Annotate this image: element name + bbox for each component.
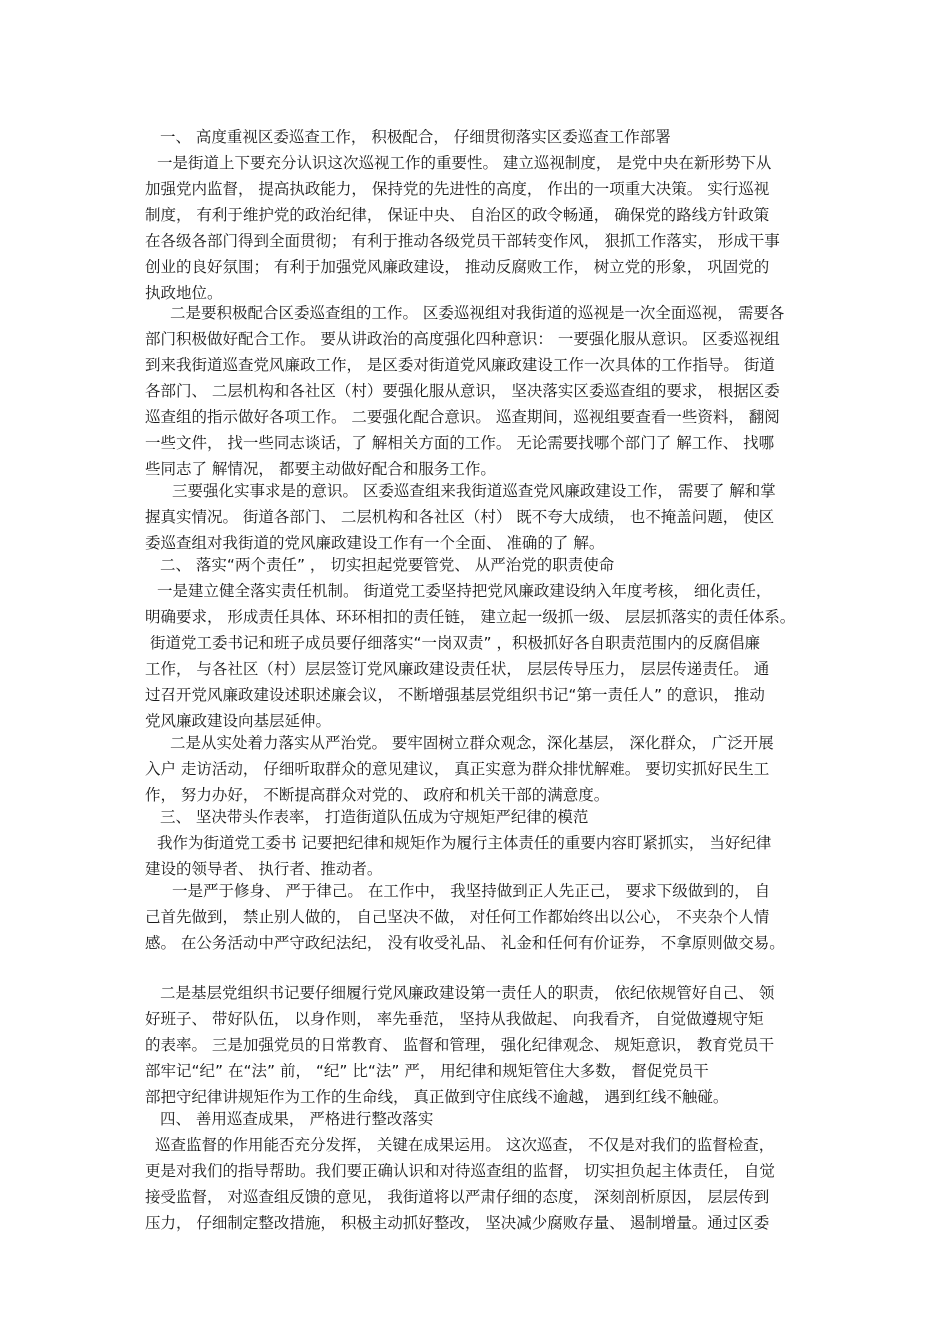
text-line: 工作， 与各社区（村）层层签订党风廉政建设责任状， 层层传导压力， 层层传递责任。 通 bbox=[145, 660, 770, 678]
text-line: 巡查组的指示做好各项工作。 二要强化配合意识。 巡查期间，巡视组要查看一些资料， 翻阅 bbox=[145, 408, 780, 426]
text-line: 好班子、 带好队伍， 以身作则， 率先垂范， 坚持从我做起、 向我看齐， 自觉做遵规守矩 bbox=[145, 1010, 764, 1028]
text-line: 一是街道上下要充分认识这次巡视工作的重要性。 建立巡视制度， 是党中央在新形势下从 bbox=[157, 154, 772, 172]
text-line: 到来我街道巡查党风廉政工作， 是区委对街道党风廉政建设工作一次具体的工作指导。 街道 bbox=[145, 356, 775, 374]
text-line: 的表率。 三是加强党员的日常教育、 监督和管理， 强化纪律观念、 规矩意识， 教育党员干 bbox=[145, 1036, 775, 1054]
text-line: 委巡查组对我街道的党风廉政建设工作有一个全面、 准确的了 解。 bbox=[145, 534, 605, 552]
text-line: 过召开党风廉政建设述职述廉会议， 不断增强基层党组织书记“第一责任人” 的意识， 推动 bbox=[145, 686, 765, 704]
text-line: 创业的良好氛围； 有利于加强党风廉政建设， 推动反腐败工作， 树立党的形象， 巩固党的 bbox=[145, 258, 770, 276]
text-line: 加强党内监督， 提高执政能力， 保持党的先进性的高度， 作出的一项重大决策。 实行巡视 bbox=[145, 180, 770, 198]
text-line: 二是基层党组织书记要仔细履行党风廉政建设第一责任人的职责， 依纪依规管好自己、 领 bbox=[160, 984, 775, 1002]
text-line: 己首先做到， 禁止别人做的， 自己坚决不做， 对任何工作都始终出以公心， 不夹杂个人情 bbox=[145, 908, 770, 926]
text-line: 二是从实处着力落实从严治党。 要牢固树立群众观念，深化基层， 深化群众， 广泛开展 bbox=[170, 734, 774, 752]
text-line: 执政地位。 bbox=[145, 284, 223, 302]
heading-section-2: 二、 落实“两个责任” ， 切实担起党要管党、 从严治党的职责使命 bbox=[160, 556, 615, 574]
text-line: 更是对我们的指导帮助。我们要正确认识和对待巡查组的监督， 切实担负起主体责任， 自觉 bbox=[145, 1162, 775, 1180]
text-line: 部把守纪律讲规矩作为工作的生命线， 真正做到守住底线不逾越， 遇到红线不触碰。 bbox=[145, 1088, 729, 1106]
text-line: 明确要求， 形成责任具体、环环相扣的责任链， 建立起一级抓一级、 层层抓落实的责任体系。 bbox=[145, 608, 796, 626]
heading-section-4: 四、 善用巡查成果， 严格进行整改落实 bbox=[160, 1110, 434, 1128]
text-line: 一是建立健全落实责任机制。 街道党工委坚持把党风廉政建设纳入年度考核， 细化责任， bbox=[157, 582, 772, 600]
text-line: 接受监督， 对巡查组反馈的意见， 我街道将以严肃仔细的态度， 深刻剖析原因， 层层传到 bbox=[145, 1188, 770, 1206]
text-line: 一是严于修身、 严于律己。 在工作中， 我坚持做到正人先正己， 要求下级做到的， 自 bbox=[172, 882, 771, 900]
text-line: 建设的领导者、 执行者、推动者。 bbox=[145, 860, 383, 878]
text-line: 三要强化实事求是的意识。 区委巡查组来我街道巡查党风廉政建设工作， 需要了 解和掌 bbox=[172, 482, 776, 500]
text-line: 部门积极做好配合工作。 要从讲政治的高度强化四种意识： 一要强化服从意识。 区委巡视组 bbox=[145, 330, 780, 348]
text-line: 入户 走访活动， 仔细听取群众的意见建议， 真正实意为群众排忧解难。 要切实抓好民生工 bbox=[145, 760, 770, 778]
text-line: 党风廉政建设向基层延伸。 bbox=[145, 712, 332, 730]
text-line: 握真实情况。 街道各部门、 二层机构和各社区（村） 既不夸大成绩， 也不掩盖问题， 使区 bbox=[145, 508, 775, 526]
text-line: 各部门、 二层机构和各社区（村）要强化服从意识， 坚决落实区委巡查组的要求， 根据区委 bbox=[145, 382, 780, 400]
text-line: 制度， 有利于维护党的政治纪律， 保证中央、 自治区的政令畅通， 确保党的路线方针政策 bbox=[145, 206, 770, 224]
text-line: 街道党工委书记和班子成员要仔细落实“一岗双责” ，积极抓好各自职责范围内的反腐倡廉 bbox=[150, 634, 760, 652]
text-line: 部牢记“纪” 在“法” 前， “纪” 比“法” 严， 用纪律和规矩管住大多数， 督促党员干 bbox=[145, 1062, 709, 1080]
text-line: 作， 努力办好， 不断提高群众对党的、 政府和机关干部的满意度。 bbox=[145, 786, 610, 804]
text-line: 在各级各部门得到全面贯彻； 有利于推动各级党员干部转变作风， 狠抓工作落实， 形成干事 bbox=[145, 232, 780, 250]
text-line: 我作为街道党工委书 记要把纪律和规矩作为履行主体责任的重要内容盯紧抓实， 当好纪律 bbox=[157, 834, 772, 852]
text-line: 一些文件， 找一些同志谈话，了 解相关方面的工作。 无论需要找哪个部门了 解工作、 找哪 bbox=[145, 434, 775, 452]
heading-section-1: 一、 高度重视区委巡查工作， 积极配合， 仔细贯彻落实区委巡查工作部署 bbox=[160, 128, 671, 146]
text-line: 压力， 仔细制定整改措施， 积极主动抓好整改， 坚决减少腐败存量、 遏制增量。通过区委 bbox=[145, 1214, 770, 1232]
heading-section-3: 三、 坚决带头作表率， 打造街道队伍成为守规矩严纪律的模范 bbox=[160, 808, 589, 826]
text-line: 些同志了 解情况， 都要主动做好配合和服务工作。 bbox=[145, 460, 496, 478]
text-line: 二是要积极配合区委巡查组的工作。 区委巡视组对我街道的巡视是一次全面巡视， 需要各 bbox=[170, 304, 785, 322]
text-line: 巡查监督的作用能否充分发挥， 关键在成果运用。 这次巡查， 不仅是对我们的监督检查， bbox=[155, 1136, 775, 1154]
text-line: 感。 在公务活动中严守政纪法纪， 没有收受礼品、 礼金和任何有价证券， 不拿原则做交易。 bbox=[145, 934, 785, 952]
